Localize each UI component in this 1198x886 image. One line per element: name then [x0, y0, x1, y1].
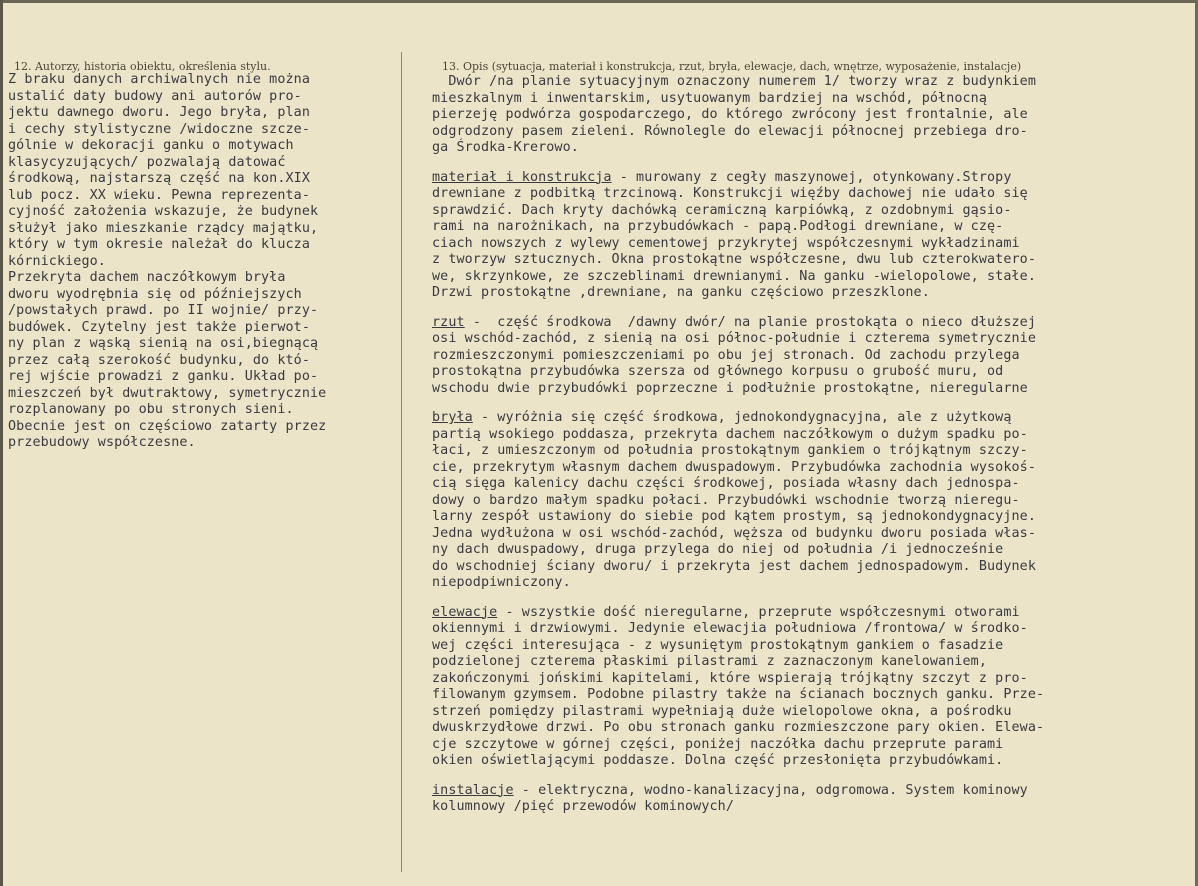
text-line: rami na narożnikach, na przybudówkach - papą.Podłogi drewniane, w czę- [432, 219, 1004, 234]
section-keyword: bryła [432, 410, 473, 425]
paragraph [432, 315, 1044, 398]
text-line: środkową, najstarszą część na kon.XIX [8, 171, 310, 186]
text-line: mieszkalnym i inwentarskim, usytuowanym bardziej na wschód, północną [432, 90, 988, 106]
text-line [432, 315, 1044, 332]
text-line: przebudowy współczesne. [8, 435, 196, 450]
section-keyword: materiał i konstrukcja [432, 169, 612, 185]
text-line: osi wschód-zachód, z sienią na osi północ-południe i czterema symetrycznie [432, 331, 1036, 346]
text-line: drewniane z podbitką trzcinową. Konstrukcji więźby dachowej nie udało się [432, 186, 1028, 201]
scan-edge-top [0, 0, 1198, 3]
text-line: jektu dawnego dworu. Jego bryła, plan [8, 105, 310, 120]
text-line: partią wsokiego poddasza, przekryta dachem naczółkowym o dużym spadku po- [432, 426, 1028, 442]
text-line [432, 410, 1044, 427]
section-keyword: elewacje [432, 604, 498, 620]
text-line: cyjność założenia wskazuje, że budynek [8, 204, 319, 219]
column-divider [401, 52, 402, 872]
text-line: przez całą szerokość budynku, do któ- [8, 352, 310, 368]
text-line: rozmieszczonymi pomieszczeniami po obu jej stronach. Od zachodu przylega [432, 347, 1020, 363]
line-text: - wyróżnia się część środkowa, jednokondygnacyjna, ale z użytkową [472, 410, 1012, 425]
text-line: Z braku danych archiwalnych nie można [8, 72, 310, 87]
text-line: sprawdzić. Dach kryty dachówką ceramiczną karpiówką, z ozdobnymi gąsio- [432, 202, 1012, 218]
text-line: mieszczeń był dwutraktowy, symetrycznie [8, 385, 327, 401]
text-line: prostokątna przybudówka szersza od głównego korpusu o grubość muru, od [432, 364, 1004, 379]
text-line: Drzwi prostokątne ,drewniane, na ganku częściowo przeszklone. [432, 285, 930, 300]
text-line: i cechy stylistyczne /widoczne szcze- [8, 121, 310, 137]
section-keyword: instalacje [432, 782, 514, 798]
line-text: - część środkowa /dawny dwór/ na planie prostokąta o nieco dłuższej [464, 314, 1036, 330]
text-line: ustalić daty budowy ani autorów pro- [8, 88, 302, 104]
text-line: zakończonymi jońskimi kapitelami, które wspierają trójkątny szczyt z pro- [432, 670, 1028, 686]
text-line: klasycyzujących/ pozwalają datować [8, 154, 286, 170]
text-line: z tworzyw sztucznych. Okna prostokątne współczesne, dwu lub czterokwatero- [432, 252, 1036, 267]
text-line: niepodpiwniczony. [432, 575, 571, 590]
text-line: kórnickiego. [8, 253, 106, 269]
text-line: cie, przekrytym własnym dachem dwuspadowym. Przybudówka zachodnia wysokoś- [432, 459, 1036, 475]
text-line: budówek. Czytelny jest także pierwot- [8, 319, 310, 335]
text-line: gólnie w dekoracji ganku o motywach [8, 138, 294, 153]
paragraph-gap [432, 157, 1044, 170]
line-text: - murowany z cegły maszynowej, otynkowany.Stropy [611, 169, 1012, 185]
paragraph-gap [432, 592, 1044, 605]
text-line: rej wjście prowadzi z ganku. Układ po- [8, 369, 319, 384]
section-keyword: rzut [432, 314, 465, 330]
paragraph-gap [432, 770, 1044, 783]
text-line: strzeń pomiędzy pilastrami wypełniają duże wielopolowe okna, a pośrodku [432, 703, 1012, 719]
text-line: dworu wyodrębnia się od późniejszych [8, 286, 302, 302]
text-line: dwuskrzydłowe drzwi. Po obu stronach ganku rozmieszczone pary okien. Elewa- [432, 720, 1045, 735]
text-line [432, 605, 1044, 622]
left-column-text [8, 72, 326, 452]
paragraph-gap [432, 302, 1044, 315]
text-line: Obecnie jest on częściowo zatarty przez [8, 418, 327, 434]
paragraph [432, 605, 1044, 770]
text-line: Przekryta dachem naczółkowym bryła [8, 270, 286, 285]
text-line: ny dach dwuspadowy, druga przylega do niej od południa /i jednocześnie [432, 542, 1004, 557]
paragraph [432, 170, 1044, 302]
text-line: okiennymi i drzwiowymi. Jedynie elewacjia południowa /frontowa/ w środko- [432, 621, 1028, 636]
text-line: cią sięga kalenicy dachu części środkowej, posiada własny dach jednospa- [432, 476, 1020, 491]
text-line [432, 170, 1044, 187]
scan-edge-left [0, 0, 3, 886]
text-line: ny plan z wąską sienią na osi,biegnącą [8, 336, 319, 351]
text-line: ciach nowszych z wylewy cementowej przykrytej współczesnymi wykładzinami [432, 235, 1020, 251]
text-line: podzielonej czterema płaskimi pilastrami z zaznaczonym kanelowaniem, [432, 654, 988, 669]
text-line: we, skrzynkowe, ze szczeblinami drewnianymi. Na ganku -wielopolowe, stałe. [432, 268, 1036, 284]
text-line: odgrodzony pasem zieleni. Równolegle do elewacji północnej przebiega dro- [432, 123, 1028, 139]
text-line: Jedna wydłużona w osi wschód-zachód, węższa od budynku dworu posiada włas- [432, 525, 1036, 541]
text-line: do wschodniej ściany dworu/ i przekryta jest dachem jednospadowym. Budynek [432, 558, 1036, 574]
left-column-header: 12. Autorzy, historia obiektu, określenia stylu. [14, 60, 271, 73]
text-line: lub pocz. XX wieku. Pewna reprezenta- [8, 187, 310, 203]
paragraph [432, 783, 1044, 816]
text-line: filowanym gzymsem. Podobne pilastry także na ścianach bocznych ganku. Prze- [432, 687, 1045, 702]
right-column-text [432, 74, 1044, 816]
text-line: służył jako mieszkanie rządcy majątku, [8, 220, 319, 236]
text-line: który w tym okresie należał do klucza [8, 237, 310, 252]
right-column-header: 13. Opis (sytuacja, materiał i konstrukcja, rzut, bryła, elewacje, dach, wnętrze, wyposażenie, instalacje) [442, 60, 1022, 73]
text-line [432, 783, 1044, 800]
text-line: pierzeję podwórza gospodarczego, do którego zwrócony jest frontalnie, ale [432, 107, 1028, 122]
text-line: ga Środka-Krerowo. [432, 140, 579, 155]
line-text: - wszystkie dość nieregularne, przeprute współczesnymi otworami [497, 604, 1020, 620]
text-line: wschodu dwie przybudówki poprzeczne i podłużnie prostokątne, nieregularne [432, 380, 1028, 396]
text-line: dowy o bardzo małym spadku połaci. Przybudówki wschodnie tworzą nieregu- [432, 492, 1020, 508]
text-line: wej części interesująca - z wysuniętym prostokątnym gankiem o fasadzie [432, 637, 1004, 653]
paragraph-gap [432, 397, 1044, 410]
text-line: rozplanowany po obu stronych sieni. [8, 402, 294, 417]
text-line: larny zespół ustawiony do siebie pod kątem prostym, są jednokondygnacyjne. [432, 509, 1036, 524]
text-line: łaci, z umieszczonym od południa prostokątnym gankiem o trójkątnym szczy- [432, 443, 1028, 458]
text-line: kolumnowy /pięć przewodów kominowych/ [432, 799, 734, 814]
paragraph [432, 74, 1044, 157]
text-line: /powstałych prawd. po II wojnie/ przy- [8, 303, 319, 318]
text-line: cje szczytowe w górnej części, poniżej naczółka dachu przeprute parami [432, 736, 1004, 752]
paragraph [432, 410, 1044, 592]
text-line: okien oświetlającymi poddasze. Dolna część przesłonięta przybudówkami. [432, 753, 1004, 768]
line-text: - elektryczna, wodno-kanalizacyjna, odgromowa. System kominowy [513, 782, 1028, 798]
text-line: Dwór /na planie sytuacyjnym oznaczony numerem 1/ tworzy wraz z budynkiem [432, 74, 1036, 89]
